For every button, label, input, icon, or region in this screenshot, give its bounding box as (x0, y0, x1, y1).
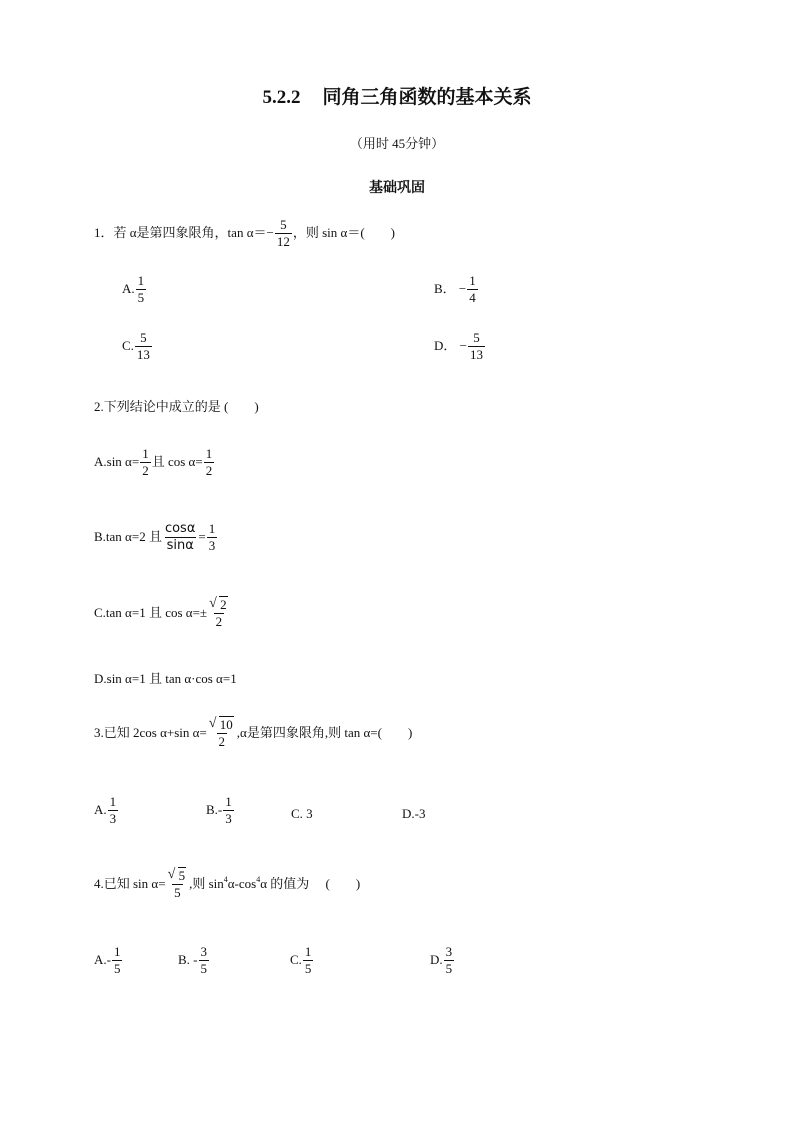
time-limit: （用时 45分钟） (349, 136, 445, 151)
q4-option-d[interactable]: D. $\frac{3}{5}$ (430, 944, 453, 977)
q1-option-a[interactable]: A. $\frac{1}{5}$ (122, 273, 145, 306)
question-3-stem: 3.已知 2cos α+sin α= √ $\frac{10}{2}$ ,α是第四象限角,则 tan α=( ) (94, 718, 412, 750)
q1-option-b[interactable]: B． − $\frac{1}{4}$ (434, 273, 476, 306)
q2-option-b[interactable]: B.tan α=2 且 $\frac{\cos\alpha}{\sin\alpha}$ = $\frac{1}{3}$ (94, 521, 216, 554)
q3-option-c[interactable]: C. 3 (291, 806, 313, 821)
fraction: $\frac{5}{12}$ (276, 217, 290, 250)
q2-option-c[interactable]: C.tan α=1 且 cos α=± √ $\frac{2}{2}$ (94, 598, 231, 630)
q4-option-b[interactable]: B. - $\frac{3}{5}$ (178, 944, 207, 977)
q1-option-d[interactable]: D． − $\frac{5}{13}$ (434, 330, 483, 363)
section-heading: 基础巩固 (369, 181, 425, 196)
q3-option-b[interactable]: B.- $\frac{1}{3}$ (206, 794, 232, 827)
section-number: 5.2.2 (262, 87, 301, 108)
q1-option-c[interactable]: C. $\frac{5}{13}$ (122, 330, 150, 363)
question-2-stem: 2.下列结论中成立的是 ( ) (94, 399, 259, 414)
sqrt: √ 2 (210, 598, 228, 612)
sqrt: √ 5 (169, 869, 187, 883)
q4-option-c[interactable]: C. $\frac{1}{5}$ (290, 944, 312, 977)
question-4-stem: 4.已知 sin α= √ $\frac{5}{5}$ ,则 $\sin^4\alpha-\cos^4\alpha$ 的值为 ( ) (94, 869, 360, 901)
q3-option-d[interactable]: D.-3 (402, 806, 426, 821)
question-1-stem: 1．若 α是第四象限角，tan α＝− $\frac{5}{12}$ ，则 sin α＝( ) (94, 217, 395, 250)
q2-option-d[interactable]: D.sin α=1 且 tan α·cos α=1 (94, 671, 237, 686)
q2-option-a[interactable]: A.sin α= $\frac{1}{2}$ 且 cos α= $\frac{1}{2}$ (94, 446, 213, 479)
q4-option-a[interactable]: A.- $\frac{1}{5}$ (94, 944, 121, 977)
sqrt: √ 10 (210, 718, 234, 732)
page-title (0, 82, 794, 109)
q3-option-a[interactable]: A. $\frac{1}{3}$ (94, 794, 117, 827)
title-text: 同角三角函数的基本关系 (322, 87, 532, 108)
